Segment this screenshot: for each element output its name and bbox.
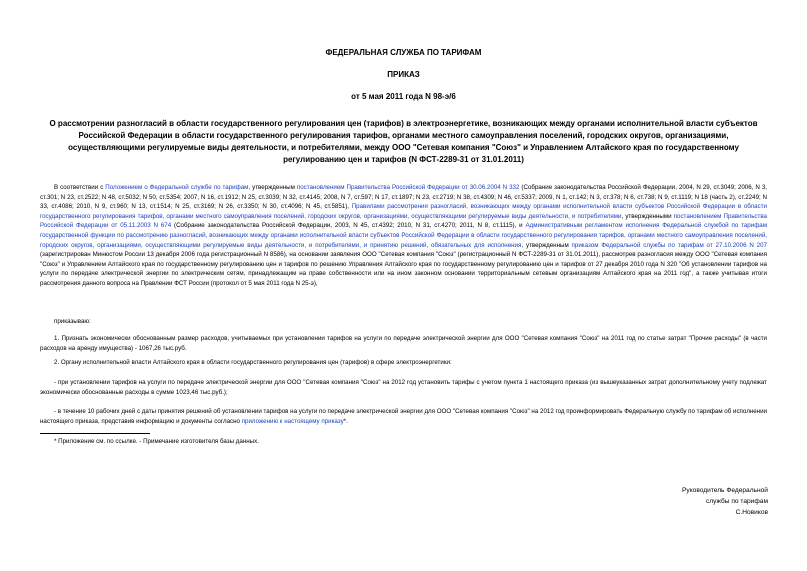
date-number-heading: от 5 мая 2011 года N 98-э/6	[351, 92, 456, 101]
preamble-text-1: В соответствии с	[54, 184, 106, 191]
order-item-2b	[40, 407, 767, 426]
order-item-1: 1. Признать экономически обоснованным размер расходов, учитываемых при установлении тарифов на услуги по передаче электрической энергии для ООО "Сетевая компания "Союз" на 2011 год по статье затрат "Прочие расходы" (в части расходов на аренду имущества) - 1067,26 тыс.руб.	[40, 335, 767, 352]
preamble-text-4: , утвержденными	[621, 212, 674, 220]
footnote-separator	[40, 433, 150, 434]
link-government-decree-332[interactable]: постановлением Правительства Российской Федерации от 30.06.2004 N 332	[296, 184, 520, 191]
preamble-text-3: (Собрание законодательства Российской Федерации, 2004, N 29, ст.3049; 2006, N 3, ст.301; N 23, ст.2522; N 48, ст.5032; N 50, ст.5354; 2007, N 16, ст.1912; N 25, ст.3039; N 32, ст.4145; 2008, N 7, ст.597; N 17, ст.1897; N 23, ст.2719; N 38, ст.4309; N 46, ст.5337; 2009, N 1, ст.142; N 3, ст.378; N 6, ст.738; N 9, ст.1119; N 18 (часть 2), ст.2249; N 33, ст.4086; 2010, N 9, ст.960; N 13, ст.1514; N 25, ст.3169; N 26, ст.3350; N 30, ст.4096; N 45, ст.5851),	[40, 184, 767, 211]
preamble-text-6: , утвержденным	[521, 241, 572, 249]
signature-block	[628, 485, 768, 518]
item-2b-end: *.	[343, 417, 348, 425]
link-fst-regulation[interactable]: Положением о Федеральной службе по тарифам	[105, 184, 249, 191]
document-title: О рассмотрении разногласий в области государственного регулирования цен (тарифов) в электроэнергетике, возникающих между органами исполнительной власти субъектов Российской Федерации в области государственного регулирования тарифов, органами местного самоуправления поселений, городских округов, организациями, осуществляющими регулируемые виды деятельности, и потребителями, между ООО "Сетевая компания "Союз" и Управлением Алтайского края по государственному регулированию цен и тарифов (N ФСТ-2289-31 от 31.01.2011)	[49, 119, 758, 164]
preamble-text-5: (Собрание законодательства Российской Федерации, 2003, N 45, ст.4392; 2010, N 31, ст.4270; 2011, N 8, ст.1115), и	[171, 222, 526, 230]
preamble-text-2: , утвержденным	[248, 184, 297, 191]
preamble-text-7: (зарегистрирован Минюстом России 13 декабря 2006 года регистрационный N 8586), на основании заявления ООО "Сетевая компания "Союз" (регистрационный N ФСТ-2289-31 от 31.01.2011), рассмотрев разногласия между ООО "Сетевая компания "Союз" и Управлением Алтайского края по государственному регулированию цен и тарифов по решению Управления Алтайского края по государственному регулированию цен и тарифов от 27 декабря 2010 года N 320 "Об установлении тарифов на услуги по передаче электрической энергии по электрическим сетям, принадлежащим на праве собственности или на ином законном основании территориальным сетевым организациям Алтайского края на 2011 год", а также учитывая итоги рассмотрения данного вопроса на Правлении ФСТ России (протокол от 5 мая 2011 года N 25-э),	[40, 251, 767, 287]
signature-line-1: Руководитель Федеральной	[682, 487, 768, 494]
link-administrative-regulation[interactable]: Административным регламентом исполнения Федеральной службой по тарифам государственной функции по рассмотрению разногласий, возникающих между органами исполнительной власти субъектов Российской Федерации в области государственного регулирования тарифов, органами местного самоуправления поселений, городских округов, организациями, осуществляющими регулируемые виды деятельности, и потребителями, и принятию решений, обязательных для исполнения	[40, 222, 767, 249]
signature-line-2: службы по тарифам	[705, 498, 768, 505]
order-item-2a: - при установлении тарифов на услуги по передаче электрической энергии для ООО "Сетевая компания "Союз" на 2012 год установить тарифы с учетом пункта 1 настоящего приказа (из вышеуказанных затрат дополнительному учету подлежат экономически обоснованные расходы в сумме 1023,46 тыс.руб.);	[40, 379, 767, 396]
signature-name: С.Новиков	[735, 509, 768, 516]
agency-heading: ФЕДЕРАЛЬНАЯ СЛУЖБА ПО ТАРИФАМ	[325, 48, 482, 57]
link-government-decree-674[interactable]: постановлением Правительства Российской Федерации от 05.11.2003 N 674	[40, 212, 768, 230]
link-appendix[interactable]: приложению к настоящему приказу	[241, 417, 344, 425]
order-item-2: 2. Органу исполнительной власти Алтайского края в области государственного регулирования цен (тарифов) в сфере электроэнергетики:	[54, 359, 452, 366]
link-fst-order-207[interactable]: приказом Федеральной службы по тарифам от 27.10.2006 N 207	[571, 241, 767, 249]
footnote: * Приложение см. по ссылке. - Примечание изготовителя базы данных.	[54, 438, 259, 445]
order-word: приказываю:	[54, 318, 91, 325]
item-2b-text: - в течение 10 рабочих дней с даты принятия решений об установлении тарифов на услуги по передаче электрической энергии для ООО "Сетевая компания "Союз" на 2012 год проинформировать Федеральную службу по тарифам об исполнении настоящего приказа, представив информацию и документы согласно	[40, 408, 767, 425]
link-disagreement-rules[interactable]: Правилами рассмотрения разногласий, возникающих между органами исполнительной власти субъектов Российской Федерации в области государственного регулирования тарифов, органами местного самоуправления поселений, городских округов, организациями, осуществляющими регулируемые виды деятельности, и потребителями	[40, 203, 767, 220]
doc-type-heading: ПРИКАЗ	[387, 70, 420, 79]
preamble-paragraph	[40, 183, 767, 289]
